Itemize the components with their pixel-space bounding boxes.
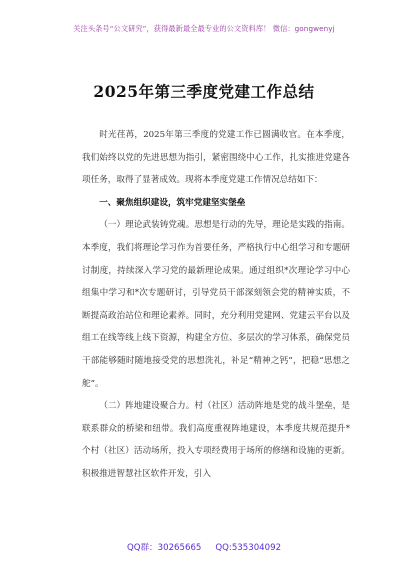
section-heading: 一、聚焦组织建设，筑牢党建坚实堡垒 (99, 197, 246, 208)
document-body (82, 124, 350, 486)
qq-group-text: QQ群：30265665 (126, 543, 202, 553)
header-note: 关注头条号“公文研究”，获得最新最全最专业的公文资料库！ 微信：gongwenyj (73, 24, 335, 33)
intro-paragraph: 时光荏苒，2025年第三季度的党建工作已圆满收官。在本季度，我们始终以党的先进思想为指引，紧密围绕中心工作，扎实推进党建各项任务，取得了显著成效。现将本季度党建工作情况总结如下： (82, 130, 350, 186)
document-title: 2025年第三季度党建工作总结 (93, 82, 315, 101)
body-paragraph: （二）阵地建设聚合力。村（社区）活动阵地是党的战斗堡垒，是联系群众的桥梁和纽带。我们高度重视阵地建设，本季度共规范提升*个村（社区）活动场所，投入专项经费用于场所的修缮和设施的更新。积极推进智慧社区软件开发，引入 (82, 401, 350, 479)
body-paragraph: （一）理论武装铸党魂。思想是行动的先导，理论是实践的指南。本季度，我们将理论学习作为首要任务，严格执行中心组学习和专题研讨制度，持续深入学习党的最新理论成果。通过组织*次理论学习中心组集中学习和*次专题研讨，引导党员干部深刻领会党的精神实质，不断提高政治站位和理论素养。同时，充分利用党建网、党建云平台以及组工在线等线上线下资源，构建全方位、多层次的学习体系，确保党员干部能够随时随地接受党的思想洗礼，补足“精神之钙”，把稳“思想之舵”。 (82, 220, 350, 389)
qq-number-text: QQ:535304092 (215, 543, 282, 553)
footer-contact (0, 541, 408, 553)
